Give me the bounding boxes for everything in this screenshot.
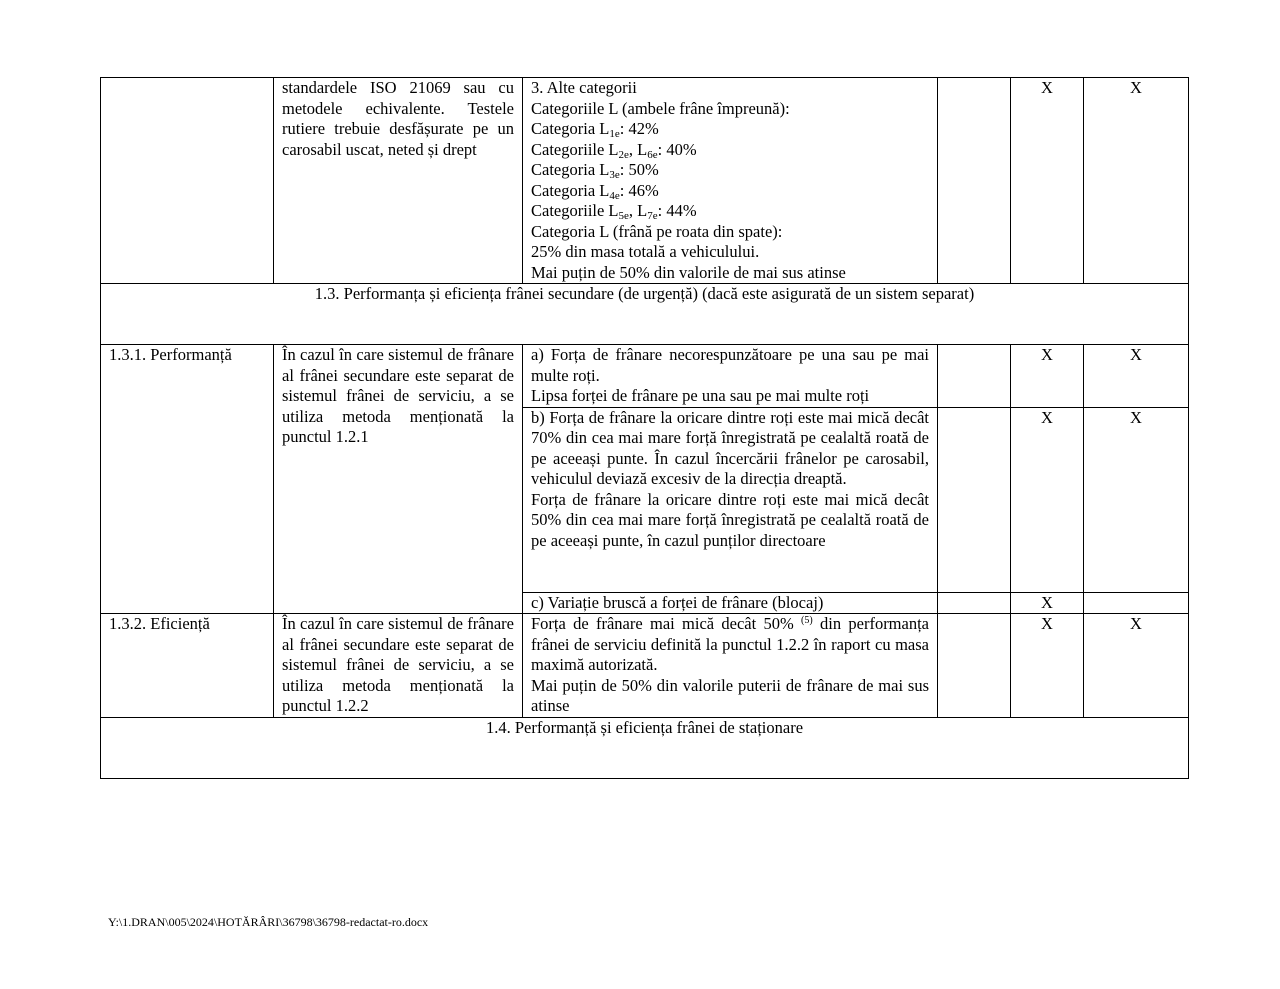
cell-mark-major: X [1084,78,1189,284]
criteria-l-intro: Categoriile L (ambele frâne împreună): [531,98,790,118]
cell-criteria-other-categories [523,78,938,284]
criteria-efficiency-text2: Mai puțin de 50% din valorile puterii de frânare de mai sus atinse [531,675,929,715]
cell-mark-minor: X [1011,78,1084,284]
cell-mark-major: X [1084,407,1189,592]
criteria-b-text2: Forța de frânare la oricare dintre roți este mai mică decât 50% din cea mai mare forță înregistrată pe cealaltă roată de pe aceeași punte, în cazul punților directoare [531,489,929,550]
cell-criteria-1-3-1-c: c) Variație bruscă a forței de frânare (blocaj) [523,592,938,614]
criteria-l1e: Categoria $L_{1e}$: 42% [531,119,659,140]
cell-mark-minor: X [1011,345,1084,408]
cell-mark-minor: X [1011,592,1084,614]
criteria-rear-value: 25% din masa totală a vehiculului. [531,242,760,261]
section-heading-1-4: 1.4. Performanță și eficiența frânei de staționare [101,717,1189,778]
criteria-a-text2: Lipsa forței de frânare pe una sau pe mai multe roți [531,386,870,405]
table-row-1-3-2 [101,614,1189,718]
section-heading-1-3: 1.3. Performanța și eficiența frânei secundare (de urgență) (dacă este asigurată de un sistem separat) [101,284,1189,345]
criteria-rear-wheel: Categoria L (frână pe roata din spate): [531,221,783,241]
cell-method-continuation: standardele ISO 21069 sau cu metodele echivalente. Testele rutiere trebuie desfășurate pe un carosabil uscat, neted și drept [274,78,523,284]
footnote-ref: (5) [801,615,813,626]
cell-item-1-3-2: 1.3.2. Eficiență [101,614,274,718]
cell-criteria-1-3-1-a [523,345,938,408]
criteria-heading: 3. Alte categorii [531,78,637,97]
cell-mark-empty [938,592,1011,614]
cell-mark-empty [938,407,1011,592]
cell-item-1-3-1: 1.3.1. Performanță [101,345,274,614]
table-row-other-categories [101,78,1189,284]
criteria-l2e-l6e: Categoriile $L_{2e}$, $L_{6e}$: 40% [531,139,697,161]
cell-mark-major: X [1084,614,1189,718]
cell-criteria-1-3-2 [523,614,938,718]
criteria-b-text: b) Forța de frânare la oricare dintre roți este mai mică decât 70% din cea mai mare forță înregistrată pe cealaltă roată de pe aceeași punte. În cazul încercării frânelor pe carosabil, vehiculul deviază excesiv de la direcția dreaptă. [531,407,929,488]
cell-method-1-3-2: În cazul în care sistemul de frânare al frânei secundare este separat de sistemul frânei de serviciu, a se utiliza metoda menționată la punctul 1.2.2 [274,614,523,718]
criteria-l3e: Categoria $L_{3e}$: 50% [531,160,659,181]
cell-mark-empty [938,614,1011,718]
table-row-1-3-1-a [101,345,1189,408]
criteria-efficiency-text: Forța de frânare mai mică decât 50% $^{(5)}$ din performanța frânei de serviciu definită la punctul 1.2.2 în raport cu masa maximă autorizată. [531,614,930,674]
cell-mark-minor: X [1011,614,1084,718]
cell-method-1-3-1: În cazul în care sistemul de frânare al frânei secundare este separat de sistemul frânei de serviciu, a se utiliza metoda menționată la punctul 1.2.1 [274,345,523,614]
cell-mark-empty [938,345,1011,408]
cell-mark-minor: X [1011,407,1084,592]
cell-item-empty [101,78,274,284]
cell-mark-empty [938,78,1011,284]
document-path-footer: Y:\1.DRAN\005\2024\HOTĂRÂRI\36798\36798-redactat-ro.docx [108,915,429,929]
cell-criteria-1-3-1-b [523,407,938,592]
criteria-a-text: a) Forța de frânare necorespunzătoare pe una sau pe mai multe roți. [531,345,929,385]
cell-mark-major: X [1084,345,1189,408]
table-row-section-1-4 [101,717,1189,778]
table-row-section-1-3 [101,284,1189,345]
criteria-less-50: Mai puțin de 50% din valorile de mai sus atinse [531,262,846,282]
criteria-l4e: Categoria $L_{4e}$: 46% [531,180,659,202]
inspection-table [100,77,1189,779]
criteria-l5e-l7e: Categoriile $L_{5e}$, $L_{7e}$: 44% [531,201,697,222]
cell-mark-empty [1084,592,1189,614]
